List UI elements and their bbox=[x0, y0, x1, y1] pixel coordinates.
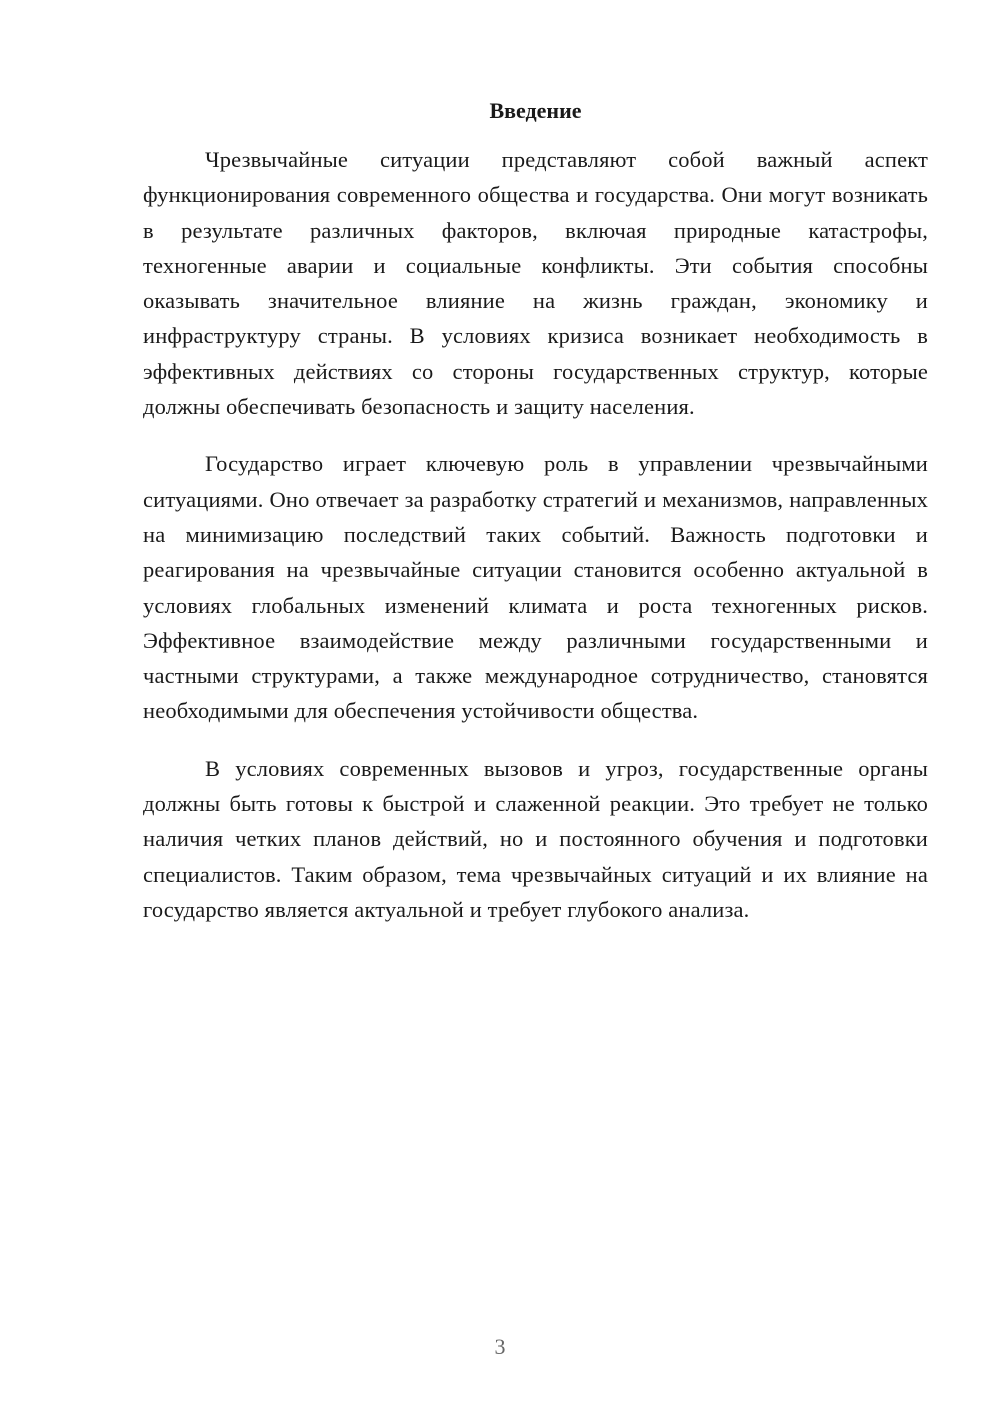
paragraph-1: Чрезвычайные ситуации представляют собой важный аспект функционирования современного общества и государства. Они могут возникать в результате различных факторов, включая природные катастрофы, техногенные аварии и социальные конфликты. Эти события способны оказывать значительное влияние на жизнь граждан, экономику и инфраструктуру страны. В условиях кризиса возникает необходимость в эффективных действиях со стороны государственных структур, которые должны обеспечивать безопасность и защиту населения. bbox=[143, 147, 928, 420]
section-heading: Введение bbox=[489, 98, 582, 123]
paragraph-2: Государство играет ключевую роль в управлении чрезвычайными ситуациями. Оно отвечает за разработку стратегий и механизмов, направленных на минимизацию последствий таких событий. Важность подготовки и реагирования на чрезвычайные ситуации становится особенно актуальной в условиях глобальных изменений климата и роста техногенных рисков. Эффективное взаимодействие между различными государственными и частными структурами, а также международное сотрудничество, становятся необходимыми для обеспечения устойчивости общества. bbox=[143, 451, 928, 724]
body-text bbox=[143, 142, 928, 949]
paragraph-3: В условиях современных вызовов и угроз, государственные органы должны быть готовы к быстрой и слаженной реакции. Это требует не только наличия четких планов действий, но и постоянного обучения и подготовки специалистов. Таким образом, тема чрезвычайных ситуаций и их влияние на государство является актуальной и требует глубокого анализа. bbox=[143, 755, 928, 922]
page-number: 3 bbox=[494, 1334, 506, 1359]
